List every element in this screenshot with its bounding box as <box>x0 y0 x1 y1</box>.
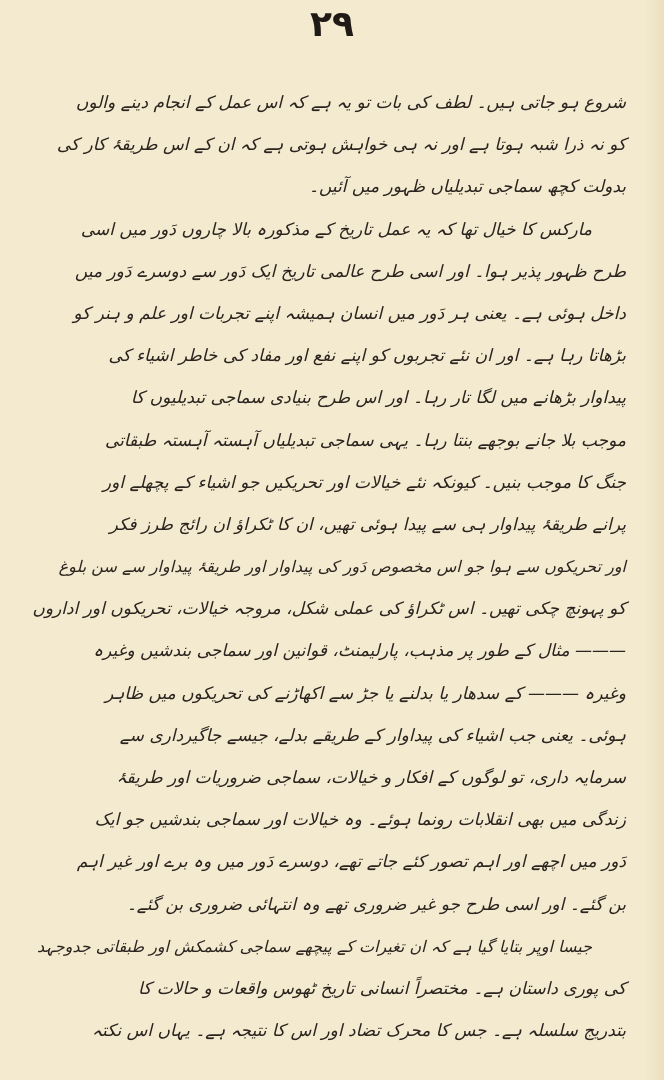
text-line: ہوئی۔ یعنی جب اشیاء کی پیداوار کے طریقے بدلے، جیسے جاگیرداری سے <box>119 725 626 746</box>
text-line: جنگ کا موجب بنیں۔ کیونکہ نئے خیالات اور تحریکیں جو اشیاء کے پچھلے اور <box>102 472 626 493</box>
text-line: وغیرہ ——— کے سدھار یا بدلنے یا جڑ سے اکھاڑنے کی تحریکوں میں ظاہر <box>105 683 626 704</box>
paragraph-start-line: مارکس کا خیال تھا کہ یہ عمل تاریخ کے مذکورہ بالا چاروں دَور میں اسی <box>80 219 592 240</box>
text-line: دَور میں اچھے اور اہم تصور کئے جاتے تھے، دوسرے دَور میں وہ برے اور غیر اہم <box>76 852 626 873</box>
text-line: اور تحریکوں سے ہوا جو اس مخصوص دَور کی پیداوار اور طریقۂ پیداوار سے سن بلوغ <box>58 557 626 577</box>
text-line: بن گئے۔ اور اسی طرح جو غیر ضروری تھے وہ انتہائی ضروری بن گئے۔ <box>126 894 626 915</box>
page-number: ۲۹ <box>310 4 354 45</box>
text-line: کی پوری داستان ہے۔ مختصراً انسانی تاریخ ٹھوس واقعات و حالات کا <box>138 978 626 999</box>
text-line: شروع ہو جاتی ہیں۔ لطف کی بات تو یہ ہے کہ اس عمل کے انجام دینے والوں <box>75 93 626 113</box>
text-line: زندگی میں بھی انقلابات رونما ہوئے۔ وہ خیالات اور سماجی بندشیں جو ایک <box>94 810 626 831</box>
text-line: ——— مثال کے طور پر مذہب، پارلیمنٹ، قوانین اور سماجی بندشیں وغیرہ <box>93 641 626 662</box>
text-line: کو پہونچ چکی تھیں۔ اس ٹکراؤ کی عملی شکل، مروجہ خیالات، تحریکوں اور اداروں <box>32 599 626 620</box>
text-line: موجب بلا جانے بوجھے بنتا رہا۔ یہی سماجی تبدیلیاں آہستہ آہستہ طبقاتی <box>104 430 626 451</box>
paragraph-start-line: جیسا اوپر بتایا گیا ہے کہ ان تغیرات کے پیچھے سماجی کشمکش اور طبقاتی جدوجہد <box>37 936 592 956</box>
text-line: پرانے طریقۂ پیداوار ہی سے پیدا ہوئی تھیں، ان کا ٹکراؤ ان رائج طرز فکر <box>109 514 626 535</box>
text-line: طرح ظہور پذیر ہوا۔ اور اسی طرح عالمی تاریخ ایک دَور سے دوسرے دَور میں <box>74 261 626 282</box>
text-line: بدولت کچھ سماجی تبدیلیاں ظہور میں آئیں۔ <box>309 177 626 198</box>
text-line: کو نہ ذرا شبہ ہوتا ہے اور نہ ہی خواہش ہوتی ہے کہ ان کے اس طریقۂ کار کی <box>56 135 626 156</box>
text-line: داخل ہوئی ہے۔ یعنی ہر دَور میں انسان ہمیشہ اپنے تجربات اور علم و ہنر کو <box>73 303 626 324</box>
text-line: پیداوار بڑھانے میں لگا تار رہا۔ اور اس طرح بنیادی سماجی تبدیلیوں کا <box>130 388 626 409</box>
body-text <box>32 82 626 1052</box>
text-line: بتدریج سلسلہ ہے۔ جس کا محرک تضاد اور اس کا نتیجہ ہے۔ یہاں اس نکتہ <box>92 1021 626 1042</box>
page-edge-shadow <box>644 0 664 1080</box>
text-line: سرمایہ داری، تو لوگوں کے افکار و خیالات، سماجی ضروریات اور طریقۂ <box>116 768 626 788</box>
text-line: بڑھاتا رہا ہے۔ اور ان نئے تجربوں کو اپنے نفع اور مفاد کی خاطر اشیاء کی <box>108 346 626 367</box>
